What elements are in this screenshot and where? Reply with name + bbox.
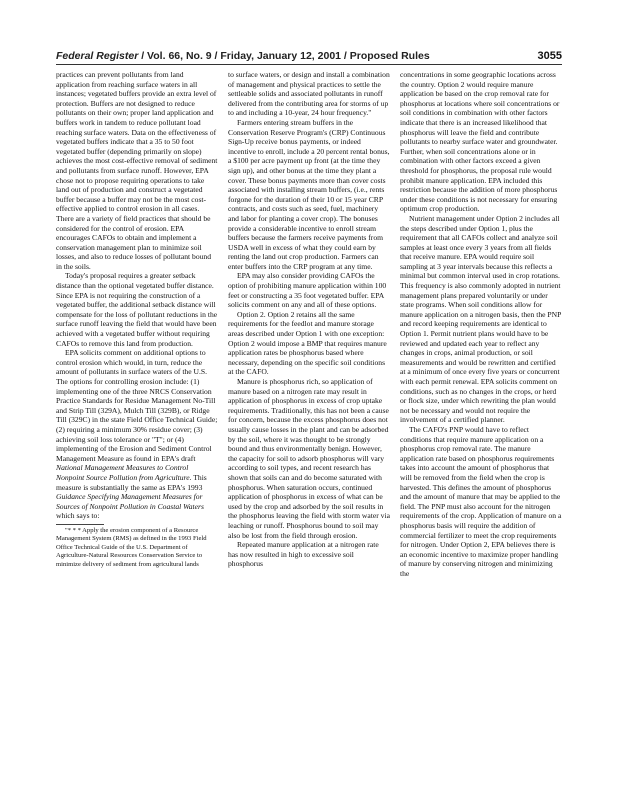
paragraph: Today's proposal requires a greater setback distance than the optional vegetated buffer distance. Since EPA is not requiring the construction of a vegetated buffer, the additional setback distance will compensate for the loss of pollutant reductions in the surface runoff leaving the field that would have been achieved with a vegetated buffer without requiring CAFOs to remove this land from production. — [56, 271, 218, 348]
paragraph: practices can prevent pollutants from land application from reaching surface waters in all instances; vegetated buffers provide an extra level of protection. Buffers are not designed to reduce pollutants on their own; proper land application and buffers work in tandem to reduce pollutant load reaching surface waters. Data on the effectiveness of vegetated buffers indicate that a 35 to 50 foot vegetated buffer (depending primarily on slope) achieves the most cost-effective removal of sediment and pollutants from surface runoff. However, EPA chose not to propose requiring operations to take land out of production and construct a vegetated buffer because a buffer may not be the most cost-effective applied to control erosion in all cases. There are a variety of field practices that should be considered for the control of erosion. EPA encourages CAFOs to obtain and implement a conservation management plan to minimize soil losses, and also to reduce losses of pollutant bound in the soils. — [56, 70, 218, 271]
paragraph: EPA may also consider providing CAFOs the option of prohibiting manure application within 100 feet or constructing a 35 foot vegetated buffer. EPA solicits comment on any and all of these options. — [228, 271, 387, 310]
page-header — [56, 46, 562, 62]
paragraph-text: This measure is substantially the same as EPA's 1993 — [56, 472, 207, 492]
paragraph: Option 2. Option 2 retains all the same requirements for the feedlot and manure storage areas described under Option 1 with one exception: Option 2 would impose a BMP that requires manure application rates be phosphorus based where necessary, depending on the specific soil conditions at the CAFO. — [228, 309, 387, 377]
paragraph: The CAFO's PNP would have to reflect conditions that require manure application on a phosphorus crop removal rate. The manure application rate based on phosphorus requirements takes into account the amount of phosphorus that will be removed from the field when the crop is harvested. This defines the amount of phosphorus and the amount of manure that may be applied to the field. The PNP must also account for the nitrogen requirements of the crop. Application of manure on a phosphorus basis will require the addition of commercial fertilizer to meet the crop requirements for nitrogen. Under Option 2, EPA believes there is an economic incentive to maximize proper handling of manure by conserving nitrogen and minimizing the — [400, 424, 562, 578]
footnote-rule — [56, 524, 104, 525]
paragraph: concentrations in some geographic locations across the country. Option 2 would require manure application be based on the crop removal rate for phosphorus at locations where soil concentrations or soil conditions in combination with other factors indicate that there is an increased likelihood that phosphorus will leave the field and contribute pollutants to nearby surface water and groundwater. Further, when soil concentrations alone or in combination with other factors exceed a given threshold for phosphorus, the proposal rule would prohibit manure application. EPA included this restriction because the addition of more phosphorus under these conditions is not necessary for ensuring optimum crop production. — [400, 70, 560, 214]
header-rule — [56, 64, 562, 65]
paragraph: Nutrient management under Option 2 includes all the steps described under Option 1, plus the requirement that all CAFOs collect and analyze soil samples at least once every 3 years from all fields that receive manure. EPA would require soil sampling at 3 year intervals because this reflects a minimal but common interval used in crop rotations. This frequency is also commonly adopted in nutrient management plans prepared voluntarily or under state programs. When soil conditions allow for manure application on a nitrogen basis, then the PNP and record keeping requirements are identical to Option 1. Permit nutrient plans would have to be reviewed and updated each year to reflect any changes in crops, animal production, or soil measurements and would be rewritten and certified at a minimum of once every five years or concurrent with each permit renewal. EPA solicits comment on conditions, such as no changes in the crops, or herd or flock size, under which rewriting the plan would not be necessary and would not require the involvement of a certified planner. — [400, 213, 562, 425]
paragraph: to surface waters, or design and install a combination of management and physical practices to settle the settleable solids and associated pollutants in runoff delivered from the contributing area for storms of up to and including a 10-year, 24 hour frequency." — [228, 70, 390, 118]
title-main: / Vol. 66, No. 9 / Friday, January 12, 2001 / Proposed Rules — [138, 50, 430, 62]
title-prefix: Federal Register — [56, 50, 139, 62]
paragraph — [56, 348, 218, 521]
italic-title: Guidance Specifying Management Measures for Sources of Nonpoint Pollution in Coastal Waters — [56, 492, 204, 511]
paragraph: Manure is phosphorus rich, so application of manure based on a nitrogen rate may result in application of phosphorus in excess of crop uptake requirements. Traditionally, this has not been a cause for concern, because the excess phosphorus does not usually cause losses in the plant and can be adsorbed by the soil, where it was thought to be strongly bound and thus environmentally benign. However, the capacity for soil to adsorb phosphorus will vary according to soil types, and recent research has shown that soils can and do become saturated with phosphorus. When saturation occurs, continued application of phosphorus in excess of what can be used by the crop and adsorbed by the soil results in the phosphorus leaving the field with storm water via leaching or runoff. Phosphorus bound to soil may also be lost from the field through erosion. — [228, 377, 390, 540]
column-right — [400, 70, 562, 782]
page-number: 3055 — [537, 50, 562, 62]
column-left — [56, 70, 218, 782]
paragraph-text: EPA solicits comment on additional options to control erosion which would, in turn, reduce the amount of pollutants in surface waters of the U.S. The options for controlling erosion include: (1) implementing one of the three NRCS Conservation Practice Standards for Residue Management No-Till and Strip Till (329A), Mulch Till (329B), or Ridge Till (329C) in the state Field Office Technical Guide; (2) requiring a minimum 30% residue cover; (3) achieving soil loss tolerance or "T"; or (4) implementing of the Erosion and Sediment Control Management Measure as found in EPA's draft — [56, 348, 218, 463]
column-middle — [228, 70, 390, 782]
publication-title — [56, 50, 430, 62]
paragraph: Farmers entering stream buffers in the Conservation Reserve Program's (CRP) Continuous Sign-Up receive bonus payments, or indeed incentive to enroll, include a 20 percent rental bonus, a $100 per acre payment up front (at the time they sign up), and other bonus at the time they plant a cover. These bonus payments more than cover costs associated with installing stream buffers, (i.e., rents forgone for the duration of their 10 or 15 year CRP contracts, and costs such as seed, fuel, machinery and labor for planting a cover crop). The bonuses provide a considerable incentive to enroll stream buffers because the farmers receive payments from USDA well in excess of what they could earn by renting the land out crop production. Farmers can enter buffers into the CRP program at any time. — [228, 117, 390, 271]
paragraph: Repeated manure application at a nitrogen rate has now resulted in high to excessive soil phosphorus — [228, 540, 379, 569]
paragraph-text: which says to: — [56, 511, 100, 521]
text-columns — [56, 70, 562, 782]
italic-title: National Management Measures to Control Nonpoint Source Pollution from Agriculture. — [56, 463, 192, 482]
footnote: "* * * Apply the erosion component of a Resource Management System (RMS) as defined in the 1993 Field Office Technical Guide of the U.S. Department of Agriculture-Natural Resources Conservation Service to minimize delivery of sediment from agricultural lands — [56, 526, 207, 568]
